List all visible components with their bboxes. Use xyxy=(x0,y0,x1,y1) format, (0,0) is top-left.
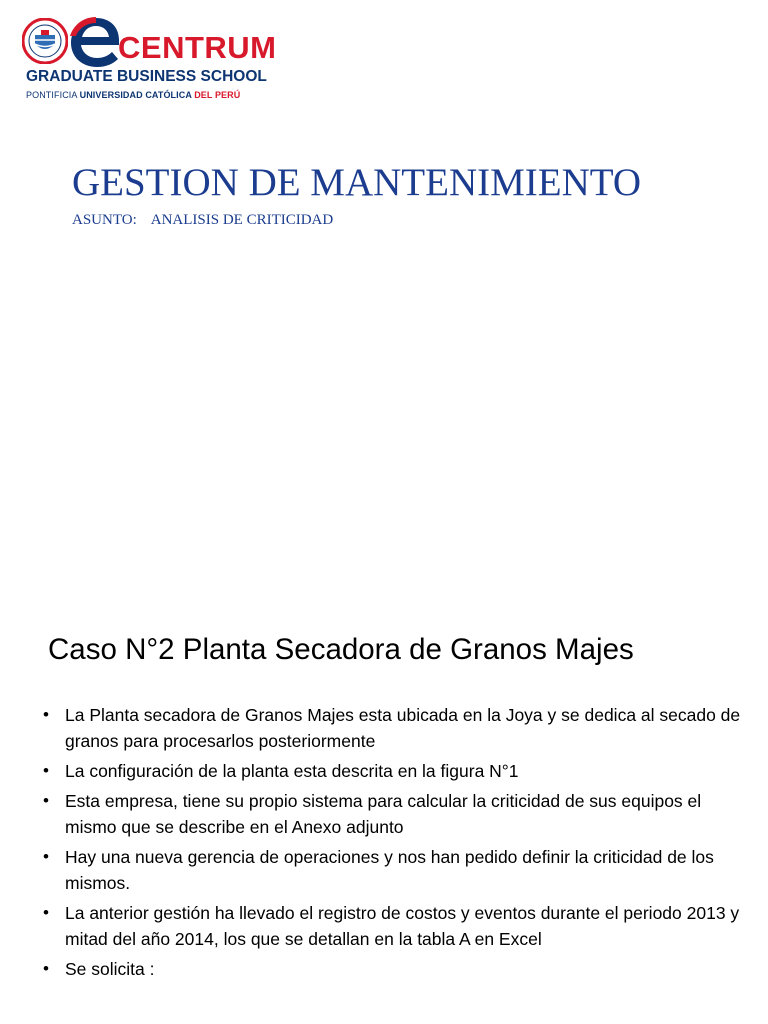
bullet-icon: • xyxy=(43,959,49,978)
bullet-icon: • xyxy=(43,791,49,810)
bullet-icon: • xyxy=(43,761,49,780)
list-item xyxy=(43,844,743,896)
bullet-text: Esta empresa, tiene su propio sistema para calcular la criticidad de sus equipos el mismo que se describe en el Anexo adjunto xyxy=(65,791,702,837)
university-seal-icon xyxy=(22,18,68,64)
bullet-icon: • xyxy=(43,903,49,922)
bullet-text: La Planta secadora de Granos Majes esta ubicada en la Joya y se dedica al secado de granos para procesarlos posteriormente xyxy=(65,705,741,751)
bullet-text: La configuración de la planta esta descrita en la figura N°1 xyxy=(65,761,519,781)
bullet-text: Se solicita : xyxy=(65,959,155,979)
content-slide xyxy=(0,600,768,1024)
list-item xyxy=(43,788,743,840)
subject-value: ANALISIS DE CRITICIDAD xyxy=(150,212,334,228)
page-title: GESTION DE MANTENIMIENTO xyxy=(72,161,642,204)
bullet-list xyxy=(43,702,743,986)
list-item xyxy=(43,702,743,754)
centrum-logo xyxy=(22,14,277,104)
bullet-text: La anterior gestión ha llevado el registro de costos y eventos durante el periodo 2013 y mitad del año 2014, los que se detallan en la tabla A en Excel xyxy=(65,903,740,949)
brand-name: CENTRUM xyxy=(118,30,277,65)
university-main: UNIVERSIDAD CATÓLICA xyxy=(79,90,192,100)
list-item xyxy=(43,758,743,784)
bullet-text: Hay una nueva gerencia de operaciones y nos han pedido definir la criticidad de los mismos. xyxy=(65,847,714,893)
bullet-icon: • xyxy=(43,847,49,866)
school-name: GRADUATE BUSINESS SCHOOL xyxy=(26,68,267,85)
university-name xyxy=(26,90,240,100)
centrum-e-mark-icon xyxy=(66,14,122,70)
subject-line xyxy=(72,210,333,230)
university-prefix: PONTIFICIA xyxy=(26,90,80,100)
list-item xyxy=(43,956,743,982)
case-heading: Caso N°2 Planta Secadora de Granos Majes xyxy=(48,633,634,666)
university-suffix: DEL PERÚ xyxy=(191,90,241,100)
subject-label: ASUNTO: xyxy=(72,212,137,228)
bullet-icon: • xyxy=(43,705,49,724)
list-item xyxy=(43,900,743,952)
